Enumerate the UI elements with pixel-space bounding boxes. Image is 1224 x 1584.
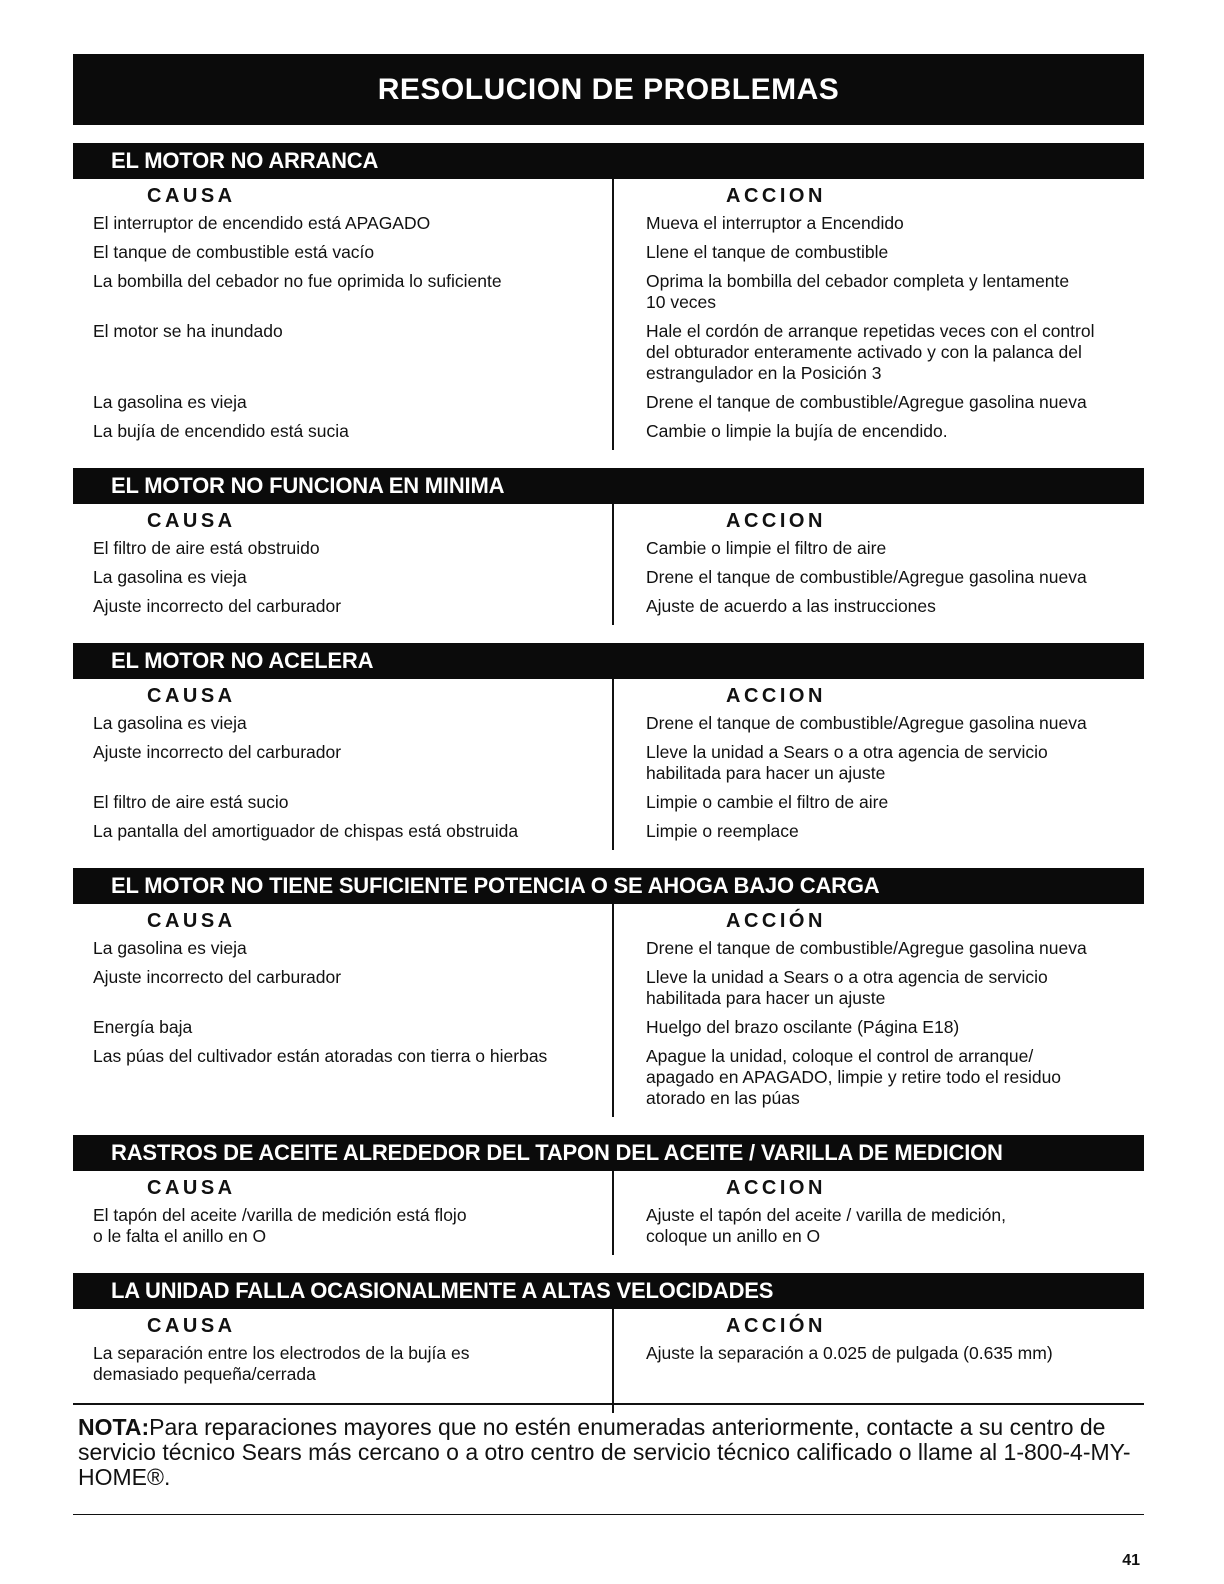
cause-text: Ajuste incorrecto del carburador — [93, 596, 342, 616]
cause-text: Energía baja — [93, 1017, 193, 1037]
action-text: Cambie o limpie la bujía de encendido. — [646, 421, 948, 441]
page-title: RESOLUCION DE PROBLEMAS — [73, 54, 1144, 125]
cause-column — [73, 179, 614, 450]
action-text: Lleve la unidad a Sears o a otra agencia de servicio habilitada para hacer un ajuste — [646, 742, 1048, 783]
causa-header: CAUSA — [147, 1314, 236, 1337]
section-6 — [73, 1273, 1144, 1413]
accion-header: ACCION — [726, 184, 826, 207]
accion-header: ACCION — [726, 1176, 826, 1199]
cause-column — [73, 1171, 614, 1255]
action-text: Drene el tanque de combustible/Agregue gasolina nueva — [646, 567, 1087, 587]
action-text: Drene el tanque de combustible/Agregue gasolina nueva — [646, 713, 1087, 733]
action-text: Limpie o cambie el filtro de aire — [646, 792, 889, 812]
page-number: 41 — [1122, 1552, 1140, 1569]
troubleshooting-page — [73, 54, 1144, 1413]
cause-text: La gasolina es vieja — [93, 392, 247, 412]
cause-text: La gasolina es vieja — [93, 567, 247, 587]
note-text: Para reparaciones mayores que no estén enumeradas anteriormente, contacte a su centro de servicio técnico Sears más cercano o a otro centro de servicio técnico calificado o llame al 1-800-4-MY-HOME®. — [78, 1414, 1131, 1490]
causa-header: CAUSA — [147, 909, 236, 932]
cause-text: La gasolina es vieja — [93, 713, 247, 733]
note-label: NOTA: — [78, 1414, 150, 1440]
action-text: Ajuste la separación a 0.025 de pulgada (0.635 mm) — [646, 1343, 1053, 1363]
cause-text: La separación entre los electrodos de la bujía es demasiado pequeña/cerrada — [93, 1343, 470, 1384]
action-text: Limpie o reemplace — [646, 821, 799, 841]
action-text: Mueva el interruptor a Encendido — [646, 213, 904, 233]
cause-action-table — [73, 904, 1144, 1117]
cause-text: La gasolina es vieja — [93, 938, 247, 958]
note-block — [78, 1415, 1138, 1490]
cause-text: El filtro de aire está obstruido — [93, 538, 320, 558]
action-text: Oprima la bombilla del cebador completa y lentamente 10 veces — [646, 271, 1070, 312]
action-text: Lleve la unidad a Sears o a otra agencia de servicio habilitada para hacer un ajuste — [646, 967, 1048, 1008]
action-text: Drene el tanque de combustible/Agregue gasolina nueva — [646, 392, 1087, 412]
section-3 — [73, 643, 1144, 850]
bottom-divider — [73, 1403, 1144, 1405]
action-column — [614, 679, 1144, 850]
section-heading: RASTROS DE ACEITE ALREDEDOR DEL TAPON DEL ACEITE / VARILLA DE MEDICION — [73, 1135, 1144, 1171]
section-2 — [73, 468, 1144, 625]
action-text: Hale el cordón de arranque repetidas veces con el control del obturador enteramente activado y con la palanca del estrangulador en la Posición 3 — [646, 321, 1095, 383]
section-heading: EL MOTOR NO TIENE SUFICIENTE POTENCIA O SE AHOGA BAJO CARGA — [73, 868, 1144, 904]
action-column — [614, 504, 1144, 625]
cause-text: El motor se ha inundado — [93, 321, 283, 341]
cause-action-table — [73, 1309, 1144, 1413]
cause-text: La bujía de encendido está sucia — [93, 421, 349, 441]
cause-column — [73, 504, 614, 625]
cause-text: El interruptor de encendido está APAGADO — [93, 213, 431, 233]
cause-action-table — [73, 679, 1144, 850]
cause-action-table — [73, 179, 1144, 450]
section-5 — [73, 1135, 1144, 1255]
cause-text: Las púas del cultivador están atoradas con tierra o hierbas — [93, 1046, 548, 1066]
cause-text: El tapón del aceite /varilla de medición está flojo o le falta el anillo en O — [93, 1205, 467, 1246]
cause-action-table — [73, 1171, 1144, 1255]
accion-header: ACCION — [726, 509, 826, 532]
cause-text: La bombilla del cebador no fue oprimida lo suficiente — [93, 271, 502, 291]
cause-column — [73, 1309, 614, 1413]
troubleshooting-sections — [73, 143, 1144, 1413]
section-heading: EL MOTOR NO ARRANCA — [73, 143, 1144, 179]
section-4 — [73, 868, 1144, 1117]
cause-text: Ajuste incorrecto del carburador — [93, 742, 342, 762]
footer-divider — [73, 1514, 1144, 1515]
accion-header: ACCIÓN — [726, 1314, 826, 1337]
action-text: Ajuste el tapón del aceite / varilla de medición, coloque un anillo en O — [646, 1205, 1006, 1246]
action-column — [614, 1171, 1144, 1255]
causa-header: CAUSA — [147, 1176, 236, 1199]
section-1 — [73, 143, 1144, 450]
action-text: Ajuste de acuerdo a las instrucciones — [646, 596, 936, 616]
action-column — [614, 904, 1144, 1117]
section-heading: LA UNIDAD FALLA OCASIONALMENTE A ALTAS VELOCIDADES — [73, 1273, 1144, 1309]
causa-header: CAUSA — [147, 509, 236, 532]
action-text: Drene el tanque de combustible/Agregue gasolina nueva — [646, 938, 1087, 958]
section-heading: EL MOTOR NO ACELERA — [73, 643, 1144, 679]
action-column — [614, 179, 1144, 450]
causa-header: CAUSA — [147, 184, 236, 207]
cause-text: El filtro de aire está sucio — [93, 792, 289, 812]
section-heading: EL MOTOR NO FUNCIONA EN MINIMA — [73, 468, 1144, 504]
cause-column — [73, 904, 614, 1117]
cause-text: Ajuste incorrecto del carburador — [93, 967, 342, 987]
cause-text: El tanque de combustible está vacío — [93, 242, 375, 262]
causa-header: CAUSA — [147, 684, 236, 707]
cause-text: La pantalla del amortiguador de chispas está obstruida — [93, 821, 519, 841]
accion-header: ACCIÓN — [726, 909, 826, 932]
action-text: Apague la unidad, coloque el control de arranque/ apagado en APAGADO, limpie y retire todo el residuo atorado en las púas — [646, 1046, 1062, 1108]
action-text: Huelgo del brazo oscilante (Página E18) — [646, 1017, 960, 1037]
cause-action-table — [73, 504, 1144, 625]
accion-header: ACCION — [726, 684, 826, 707]
action-column — [614, 1309, 1144, 1413]
cause-column — [73, 679, 614, 850]
action-text: Llene el tanque de combustible — [646, 242, 889, 262]
action-text: Cambie o limpie el filtro de aire — [646, 538, 887, 558]
